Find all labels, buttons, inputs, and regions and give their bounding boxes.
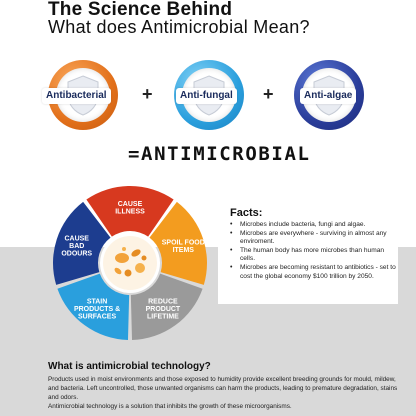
fact-item: • Microbes include bacteria, fungi and algae. xyxy=(230,221,398,230)
plus-sign: + xyxy=(263,84,274,104)
antibacterial-label: Antibacterial xyxy=(42,88,111,104)
page-subtitle: What does Antimicrobial Mean? xyxy=(48,17,310,37)
technology-paragraph: Products used in moist environments and those exposed to humidity provide excellent breeding grounds for mould, mildew, and bacteria. Left uncontrolled, those unwanted organisms can harm the products, leading to premature degradation, stains and odors. xyxy=(48,376,398,401)
wheel-segment-label: SPOIL FOOD ITEMS xyxy=(161,239,205,254)
facts-title: Facts: xyxy=(230,207,263,219)
facts-list xyxy=(230,221,398,281)
fact-item: • Microbes are everywhere - surviving in almost any enviroment. xyxy=(230,230,398,247)
wheel-segment-label: REDUCE PRODUCT LIFETIME xyxy=(145,298,181,321)
anti-algae-label: Anti-algae xyxy=(300,88,356,104)
microbe-effects-wheel xyxy=(50,183,210,343)
anti-algae-badge xyxy=(294,60,364,130)
antibacterial-badge xyxy=(48,60,118,130)
anti-fungal-badge xyxy=(174,60,244,130)
wheel-segment-label: CAUSE BAD ODOURS xyxy=(61,235,93,258)
technology-heading: What is antimicrobial technology? xyxy=(48,361,211,372)
fact-item: • The human body has more microbes than human cells. xyxy=(230,247,398,264)
wheel-segment-label: CAUSE ILLNESS xyxy=(115,200,145,216)
fact-item: • Microbes are becoming resistant to antibiotics - set to cost the global economy $100 trillion by 2050. xyxy=(230,264,398,281)
technology-paragraph: Antimicrobial technology is a solution that inhibits the growth of these microorganisms. xyxy=(48,403,292,410)
anti-fungal-label: Anti-fungal xyxy=(176,88,237,104)
wheel-segment-label: STAIN PRODUCTS & SURFACES xyxy=(73,298,121,321)
page-title: The Science Behind xyxy=(48,0,233,20)
technology-description xyxy=(48,375,408,411)
plus-sign: + xyxy=(142,84,153,104)
antimicrobial-result: =ANTIMICROBIAL xyxy=(128,143,311,165)
facts-box xyxy=(218,206,398,304)
